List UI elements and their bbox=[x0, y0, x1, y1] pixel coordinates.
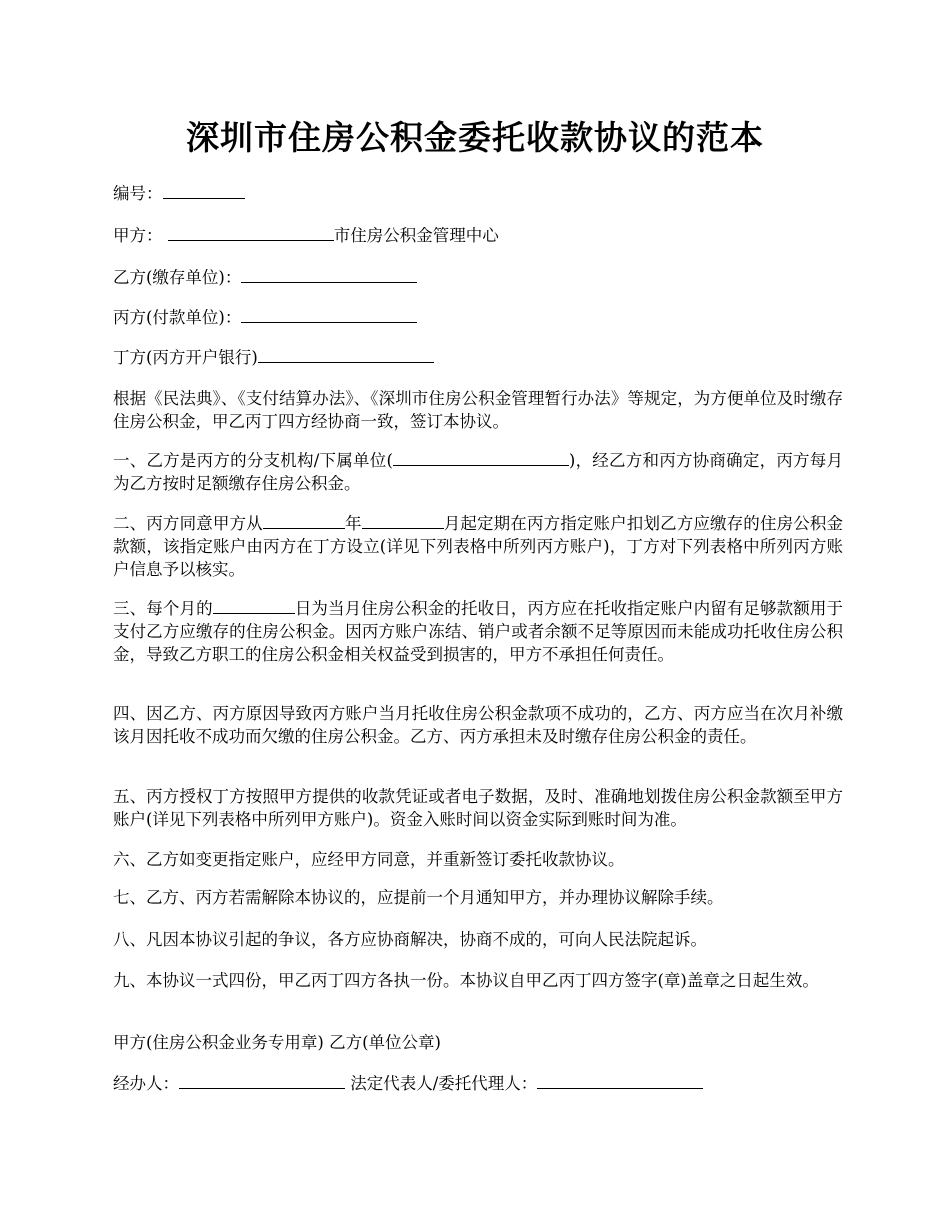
clause-3-blank bbox=[213, 597, 295, 614]
number-line bbox=[113, 182, 843, 205]
number-blank bbox=[163, 182, 245, 199]
clause-2-year-blank bbox=[263, 512, 345, 529]
handler-label: 经办人： bbox=[113, 1074, 179, 1093]
clause-1-after: )，经乙方和丙方协商确定，丙方每月为乙方按时足额缴存住房公积金。 bbox=[113, 451, 844, 493]
party-c-blank bbox=[241, 306, 417, 323]
clause-2-year: 年 bbox=[344, 514, 362, 533]
clause-1 bbox=[113, 449, 843, 495]
clause-9: 九、本协议一式四份，甲乙丙丁四方各执一份。本协议自甲乙丙丁四方签字(章)盖章之日起生效。 bbox=[113, 971, 819, 990]
party-b-label: 乙方(缴存单位)： bbox=[113, 268, 242, 287]
clause-4: 四、因乙方、丙方原因导致丙方账户当月托收住房公积金款项不成功的，乙方、丙方应当在次月补缴该月因托收不成功而欠缴的住房公积金。乙方、丙方承担未及时缴存住房公积金的责任。 bbox=[113, 704, 843, 746]
clause-1-before: 一、乙方是丙方的分支机构/下属单位( bbox=[113, 451, 393, 470]
seal-line: 甲方(住房公积金业务专用章) 乙方(单位公章) bbox=[113, 1033, 441, 1052]
handler-blank bbox=[179, 1072, 345, 1089]
party-c-line bbox=[113, 306, 843, 329]
document-title: 深圳市住房公积金委托收款协议的范本 bbox=[186, 118, 764, 157]
clause-2-before: 二、丙方同意甲方从 bbox=[113, 514, 263, 533]
party-a-blank bbox=[168, 224, 334, 241]
signature-line bbox=[113, 1072, 843, 1095]
party-a-line bbox=[113, 224, 843, 247]
clause-8: 八、凡因本协议引起的争议，各方应协商解决，协商不成的，可向人民法院起诉。 bbox=[113, 930, 707, 949]
party-b-line bbox=[113, 266, 843, 289]
clause-6: 六、乙方如变更指定账户，应经甲方同意，并重新签订委托收款协议。 bbox=[113, 850, 625, 869]
clause-2-after: 月起定期在丙方指定账户扣划乙方应缴存的住房公积金款额，该指定账户由丙方在丁方设立(详见下列表格中所列丙方账户)，丁方对下列表格中所列丙方账户信息予以核实。 bbox=[113, 514, 844, 579]
party-a-label: 甲方： bbox=[113, 226, 163, 245]
clause-2 bbox=[113, 512, 843, 581]
preamble: 根据《民法典》、《支付结算办法》、《深圳市住房公积金管理暂行办法》等规定，为方便单位及时缴存住房公积金，甲乙丙丁四方经协商一致，签订本协议。 bbox=[113, 389, 843, 431]
party-b-blank bbox=[241, 266, 417, 283]
clause-2-month-blank bbox=[362, 512, 444, 529]
rep-label: 法定代表人/委托代理人： bbox=[345, 1074, 538, 1093]
party-d-label: 丁方(丙方开户银行) bbox=[113, 348, 258, 367]
number-label: 编号： bbox=[113, 184, 163, 203]
clause-3-after: 日为当月住房公积金的托收日，丙方应在托收指定账户内留有足够款额用于支付乙方应缴存的住房公积金。因丙方账户冻结、销户或者余额不足等原因而未能成功托收住房公积金，导致乙方职工的住房公积金相关权益受到损害的，甲方不承担任何责任。 bbox=[113, 599, 844, 664]
party-d-blank bbox=[258, 346, 434, 363]
rep-blank bbox=[537, 1072, 703, 1089]
party-d-line bbox=[113, 346, 843, 369]
party-a-suffix: 市住房公积金管理中心 bbox=[333, 226, 499, 245]
party-c-label: 丙方(付款单位)： bbox=[113, 308, 242, 327]
clause-3 bbox=[113, 597, 843, 666]
clause-7: 七、乙方、丙方若需解除本协议的，应提前一个月通知甲方，并办理协议解除手续。 bbox=[113, 888, 724, 907]
clause-1-blank bbox=[393, 449, 569, 466]
clause-3-before: 三、每个月的 bbox=[113, 599, 213, 618]
clause-5: 五、丙方授权丁方按照甲方提供的收款凭证或者电子数据，及时、准确地划拨住房公积金款额至甲方账户(详见下列表格中所列甲方账户)。资金入账时间以资金实际到账时间为准。 bbox=[113, 787, 843, 829]
